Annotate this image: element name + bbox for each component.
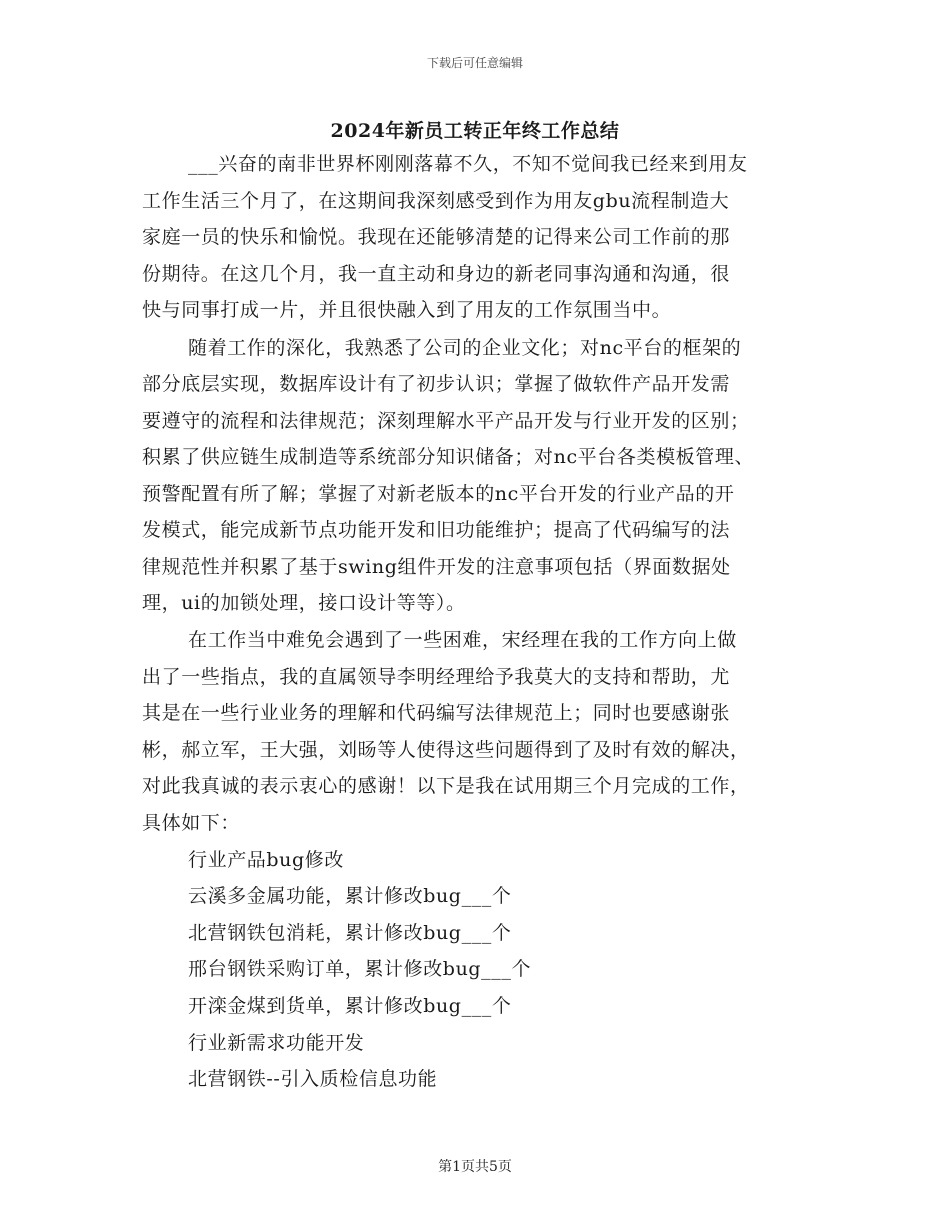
- body-line: 要遵守的流程和法律规范；深刻理解水平产品开发与行业开发的区别；: [142, 410, 750, 432]
- body-line: 快与同事打成一片，并且很快融入到了用友的工作氛围当中。: [142, 299, 672, 321]
- body-line: 出了一些指点，我的直属领导李明经理给予我莫大的支持和帮助，尤: [142, 666, 731, 688]
- body-line: 律规范性并积累了基于swing组件开发的注意事项包括（界面数据处: [142, 556, 731, 578]
- body-line: 彬，郝立军，王大强，刘旸等人使得这些问题得到了及时有效的解决，: [142, 739, 750, 761]
- body-line: 份期待。在这几个月，我一直主动和身边的新老同事沟通和沟通，很: [142, 263, 731, 285]
- body-line: 其是在一些行业业务的理解和代码编写法律规范上；同时也要感谢张: [142, 702, 731, 724]
- list-item: 开滦金煤到货单，累计修改bug___个: [188, 995, 512, 1017]
- body-line: 在工作当中难免会遇到了一些困难，宋经理在我的工作方向上做: [188, 629, 737, 651]
- body-line: 部分底层实现，数据库设计有了初步认识；掌握了做软件产品开发需: [142, 373, 731, 395]
- list-item: 北营钢铁--引入质检信息功能: [188, 1068, 438, 1090]
- list-item: 行业产品bug修改: [188, 849, 344, 871]
- body-line: ___兴奋的南非世界杯刚刚落幕不久，不知不觉间我已经来到用友: [188, 153, 748, 175]
- body-line: 预警配置有所了解；掌握了对新老版本的nc平台开发的行业产品的开: [142, 483, 735, 505]
- body-line: 积累了供应链生成制造等系统部分知识储备；对nc平台各类模板管理、: [142, 446, 755, 468]
- list-item: 邢台钢铁采购订单，累计修改bug___个: [188, 958, 532, 980]
- body-line: 发模式，能完成新节点功能开发和旧功能维护；提高了代码编写的法: [142, 519, 731, 541]
- page-footer: 第1页共5页: [438, 1159, 512, 1175]
- list-item: 行业新需求功能开发: [188, 1032, 365, 1054]
- body-line: 家庭一员的快乐和愉悦。我现在还能够清楚的记得来公司工作前的那: [142, 226, 731, 248]
- body-line: 对此我真诚的表示衷心的感谢！以下是我在试用期三个月完成的工作，: [142, 775, 750, 797]
- list-item: 云溪多金属功能，累计修改bug___个: [188, 885, 512, 907]
- document-title: 2024年新员工转正年终工作总结: [330, 120, 620, 142]
- body-line: 具体如下：: [142, 812, 241, 834]
- body-line: 理，ui的加锁处理，接口设计等等）。: [142, 592, 466, 614]
- body-line: 工作生活三个月了，在这期间我深刻感受到作为用友gbu流程制造大: [142, 190, 730, 212]
- header-note: 下载后可任意编辑: [426, 56, 523, 70]
- body-line: 随着工作的深化，我熟悉了公司的企业文化；对nc平台的框架的: [188, 337, 742, 359]
- list-item: 北营钢铁包消耗，累计修改bug___个: [188, 922, 512, 944]
